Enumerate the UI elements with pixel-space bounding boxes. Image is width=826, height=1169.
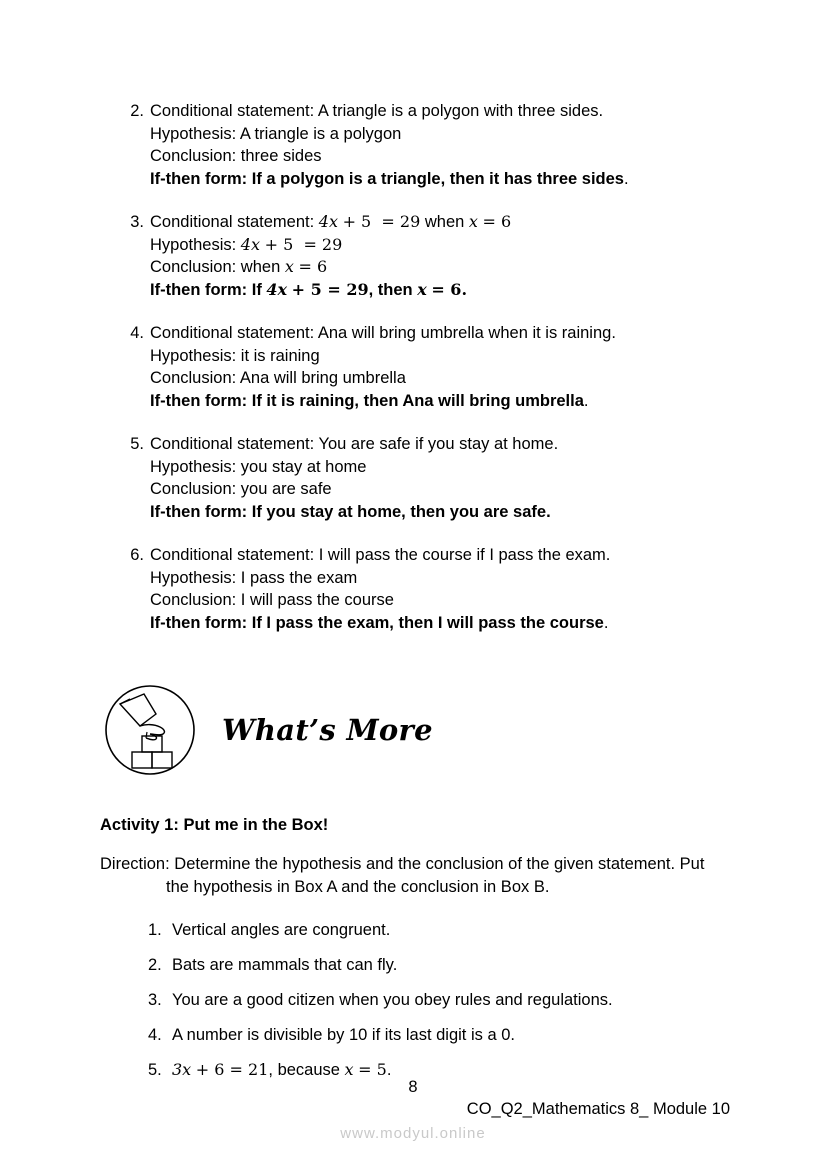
activity-direction	[100, 853, 730, 899]
conditional-statement-line: Conditional statement: I will pass the course if I pass the exam.	[150, 546, 611, 564]
list-item	[100, 433, 730, 523]
if-then-form-line: If-then form: If you stay at home, then you are safe.	[150, 502, 551, 521]
hypothesis-line: Hypothesis: A triangle is a polygon	[150, 124, 402, 143]
question-number: 3.	[148, 991, 162, 1009]
list-item	[100, 919, 730, 941]
question-number: 2.	[148, 956, 162, 974]
activity-question-list	[100, 919, 730, 1081]
if-then-form-line: If-then form: If I pass the exam, then I will pass the course.	[150, 613, 609, 632]
hypothesis-line: Hypothesis: it is raining	[150, 346, 320, 365]
conclusion-line: Conclusion: Ana will bring umbrella	[150, 369, 406, 387]
hand-stacking-blocks-icon	[100, 680, 200, 780]
list-item	[100, 989, 730, 1011]
item-number: 4.	[130, 324, 144, 342]
conditional-statement-line: Conditional statement: You are safe if you stay at home.	[150, 435, 559, 453]
conditional-statement-line: Conditional statement: A triangle is a polygon with three sides.	[150, 102, 604, 120]
conclusion-line: Conclusion: three sides	[150, 147, 322, 165]
conditional-statement-line: Conditional statement: Ana will bring umbrella when it is raining.	[150, 324, 616, 342]
hypothesis-line: Hypothesis: 4x + 5 = 29	[150, 234, 343, 254]
direction-continued: the hypothesis in Box A and the conclusion in Box B.	[166, 878, 550, 896]
item-number: 6.	[130, 546, 144, 564]
section-title: What’s More	[222, 713, 433, 747]
answer-list	[100, 100, 730, 634]
question-number: 1.	[148, 921, 162, 939]
list-item	[100, 100, 730, 190]
watermark: www.modyul.online	[340, 1125, 486, 1142]
activity-title: Activity 1: Put me in the Box!	[100, 816, 329, 834]
question-text: You are a good citizen when you obey rules and regulations.	[172, 991, 613, 1009]
hypothesis-line: Hypothesis: you stay at home	[150, 457, 367, 476]
list-item	[100, 1024, 730, 1046]
list-item	[100, 544, 730, 634]
question-number: 5.	[148, 1061, 162, 1079]
list-item	[100, 211, 730, 301]
item-number: 3.	[130, 213, 144, 231]
item-number: 5.	[130, 435, 144, 453]
conclusion-line: Conclusion: when x = 6	[150, 257, 328, 276]
page-number: 8	[408, 1078, 418, 1096]
question-number: 4.	[148, 1026, 162, 1044]
footer-reference: CO_Q2_Mathematics 8_ Module 10	[466, 1100, 730, 1118]
if-then-form-line: If-then form: If it is raining, then Ana will bring umbrella.	[150, 391, 589, 410]
section-heading	[100, 680, 730, 780]
list-item	[100, 954, 730, 976]
conditional-statement-line: Conditional statement: 4x + 5 = 29 when x = 6	[150, 212, 512, 231]
if-then-form-line: If-then form: If 4x + 5 = 29, then x = 6.	[150, 279, 468, 299]
item-number: 2.	[130, 102, 144, 120]
question-text: Bats are mammals that can fly.	[172, 956, 398, 974]
hypothesis-line: Hypothesis: I pass the exam	[150, 568, 358, 587]
question-text: A number is divisible by 10 if its last digit is a 0.	[172, 1026, 515, 1044]
if-then-form-line: If-then form: If a polygon is a triangle, then it has three sides.	[150, 169, 629, 188]
question-text: Vertical angles are congruent.	[172, 921, 391, 939]
question-text: 3x + 6 = 21, because x = 5.	[172, 1060, 392, 1079]
list-item	[100, 322, 730, 412]
conclusion-line: Conclusion: you are safe	[150, 480, 332, 498]
direction-lead: Direction: Determine the hypothesis and the conclusion of the given statement. Put	[100, 855, 705, 873]
conclusion-line: Conclusion: I will pass the course	[150, 591, 394, 609]
